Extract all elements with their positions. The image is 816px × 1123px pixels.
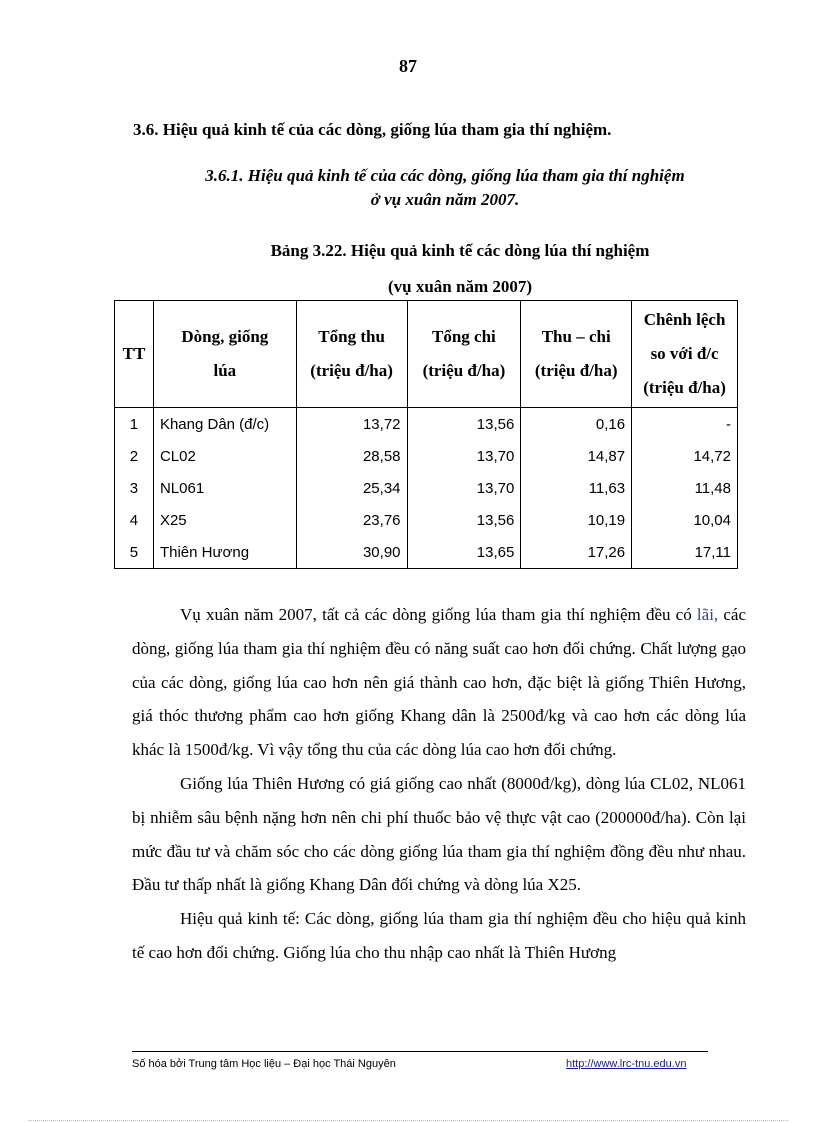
table-row — [115, 504, 738, 536]
paragraph-2: Giống lúa Thiên Hương có giá giống cao nhất (8000đ/kg), dòng lúa CL02, NL061 bị nhiễm sâu bệnh nặng hơn nên chi phí thuốc bảo vệ thực vật cao (200000đ/ha). Còn lại mức đầu tư và chăm sóc cho các dòng giống lúa tham gia thí nghiệm đồng đều như nhau. Đầu tư thấp nhất là giống Khang Dân đối chứng và dòng lúa X25. — [132, 773, 746, 895]
cell-tt: 1 — [115, 408, 154, 441]
subsection-heading-line-1: 3.6.1. Hiệu quả kinh tế của các dòng, giống lúa tham gia thí nghiệm — [205, 166, 685, 185]
economic-efficiency-table — [114, 300, 738, 569]
cell-profit: 11,63 — [521, 472, 632, 504]
header-revenue: Tổng thu (triệu đ/ha) — [296, 301, 407, 408]
paragraph-1: Vụ xuân năm 2007, tất cả các dòng giống lúa tham gia thí nghiệm đều có lãi, các dòng, giống lúa tham gia thí nghiệm đều có năng suất cao hơn đối chứng. Chất lượng gạo của các dòng, giống lúa cao hơn nên giá thành cao hơn, đặc biệt là giống Thiên Hương, giá thóc thương phẩm cao hơn giống Khang dân là 2500đ/kg và cao hơn các dòng lúa khác là 1500đ/kg. Vì vậy tổng thu của các dòng lúa cao hơn đối chứng. — [132, 605, 747, 760]
page-number: 87 — [399, 56, 417, 76]
cell-difference: - — [632, 408, 738, 441]
subsection-heading-line-2: ở vụ xuân năm 2007. — [370, 190, 520, 209]
header-variety: Dòng, giống lúa — [153, 301, 296, 408]
table-caption — [150, 233, 770, 305]
cell-difference: 14,72 — [632, 440, 738, 472]
cell-revenue: 28,58 — [296, 440, 407, 472]
cell-variety: Khang Dân (đ/c) — [153, 408, 296, 441]
table-row — [115, 536, 738, 569]
cell-difference: 10,04 — [632, 504, 738, 536]
cell-difference: 11,48 — [632, 472, 738, 504]
footer-credit: Số hóa bởi Trung tâm Học liệu – Đại học Thái Nguyên — [132, 1058, 396, 1070]
table-header-row — [115, 301, 738, 408]
cell-difference: 17,11 — [632, 536, 738, 569]
footer-link[interactable]: http://www.lrc-tnu.edu.vn — [566, 1058, 687, 1070]
cell-tt: 4 — [115, 504, 154, 536]
cell-variety: Thiên Hương — [153, 536, 296, 569]
table-subtitle: (vụ xuân năm 2007) — [387, 277, 533, 296]
cell-revenue: 30,90 — [296, 536, 407, 569]
body-text — [132, 598, 746, 970]
table-row — [115, 472, 738, 504]
cell-revenue: 13,72 — [296, 408, 407, 441]
page-edge-divider — [28, 1120, 788, 1121]
header-cost: Tổng chi (triệu đ/ha) — [407, 301, 521, 408]
table-title: Bảng 3.22. Hiệu quả kinh tế các dòng lúa thí nghiệm — [270, 241, 650, 260]
cell-revenue: 25,34 — [296, 472, 407, 504]
cell-cost: 13,56 — [407, 408, 521, 441]
table-row — [115, 440, 738, 472]
cell-profit: 14,87 — [521, 440, 632, 472]
header-tt: TT — [115, 301, 154, 408]
header-profit: Thu – chi (triệu đ/ha) — [521, 301, 632, 408]
cell-profit: 17,26 — [521, 536, 632, 569]
cell-profit: 10,19 — [521, 504, 632, 536]
cell-variety: X25 — [153, 504, 296, 536]
cell-tt: 3 — [115, 472, 154, 504]
cell-profit: 0,16 — [521, 408, 632, 441]
cell-cost: 13,70 — [407, 440, 521, 472]
cell-cost: 13,65 — [407, 536, 521, 569]
subsection-heading — [160, 164, 730, 212]
cell-revenue: 23,76 — [296, 504, 407, 536]
table-row — [115, 408, 738, 441]
paragraph-3: Hiệu quả kinh tế: Các dòng, giống lúa tham gia thí nghiệm đều cho hiệu quả kinh tế cao hơn đối chứng. Giống lúa cho thu nhập cao nhất là Thiên Hương — [132, 909, 746, 962]
header-difference: Chênh lệch so với đ/c (triệu đ/ha) — [632, 301, 738, 408]
cell-tt: 5 — [115, 536, 154, 569]
cell-variety: NL061 — [153, 472, 296, 504]
cell-cost: 13,56 — [407, 504, 521, 536]
cell-tt: 2 — [115, 440, 154, 472]
cell-variety: CL02 — [153, 440, 296, 472]
cell-cost: 13,70 — [407, 472, 521, 504]
footer-divider — [132, 1051, 708, 1052]
highlighted-word: lãi, — [696, 605, 719, 624]
section-heading: 3.6. Hiệu quả kinh tế của các dòng, giống lúa tham gia thí nghiệm. — [133, 120, 612, 139]
